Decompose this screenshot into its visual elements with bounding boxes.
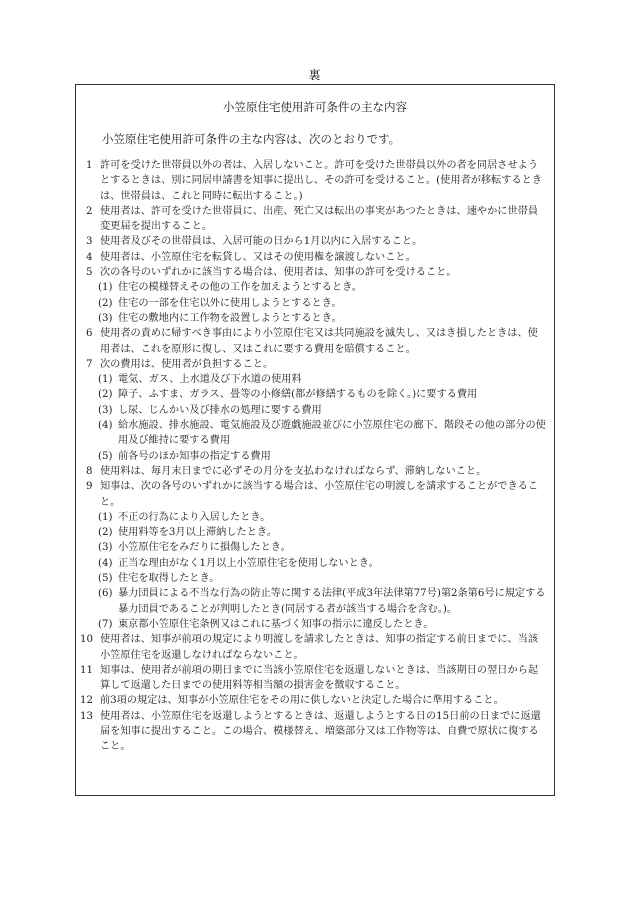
document-title: 小笠原住宅使用許可条件の主な内容 [223, 100, 407, 114]
condition-item: 9 知事は、次の各号のいずれかに該当する場合は、小笠原住宅の明渡しを請求することができること。 [86, 481, 539, 508]
condition-item: 8 使用料は、毎月末日までに必ずその月分を支払わなければならず、滞納しないこと。 [86, 465, 487, 477]
conditions-frame [75, 84, 555, 796]
condition-subitem: (3) 小笠原住宅をみだりに損傷したとき。 [98, 542, 291, 554]
condition-subitem: (7) 東京都小笠原住宅条例又はこれに基づく知事の指示に違反したとき。 [98, 618, 434, 630]
condition-subitem: (1) 不正の行為により入居したとき。 [98, 511, 271, 523]
condition-item: 12 前3項の規定は、知事が小笠原住宅をその用に供しないと決定した場合に準用すること。 [80, 695, 504, 707]
condition-subitem: (2) 使用料等を3月以上滞納したとき。 [98, 527, 277, 539]
condition-item: 5 次の各号のいずれかに該当する場合は、使用者は、知事の許可を受けること。 [86, 267, 457, 279]
condition-item: 4 使用者は、小笠原住宅を転貸し、又はその使用権を譲渡しないこと。 [86, 251, 416, 263]
condition-subitem: (6) 暴力団員による不当な行為の防止等に関する法律(平成3年法律第77号)第2条第6号に規定する暴力団員であることが判明したとき(同居する者が該当する場合を含む。)。 [98, 588, 546, 615]
condition-item: 1 許可を受けた世帯員以外の者は、入居しないこと。許可を受けた世帯員以外の者を同居させようとするときは、別に同居申請書を知事に提出し、その許可を受けること。(使用者が移転するときは、世帯員は、これと同時に転出すること。) [86, 160, 543, 202]
condition-item: 3 使用者及びその世帯員は、入居可能の日から1月以内に入居すること。 [86, 236, 423, 248]
condition-subitem: (3) し尿、じんかい及び排水の処理に要する費用 [98, 404, 322, 416]
condition-item: 7 次の費用は、使用者が負担すること。 [86, 358, 274, 370]
condition-subitem: (2) 障子、ふすま、ガラス、畳等の小修繕(都が修繕するものを除く。)に要する費用 [98, 389, 478, 401]
conditions-list [80, 158, 546, 755]
condition-subitem: (4) 正当な理由がなく1月以上小笠原住宅を使用しないとき。 [98, 557, 379, 569]
intro-text: 小笠原住宅使用許可条件の主な内容は、次のとおりです。 [102, 132, 401, 146]
condition-subitem: (3) 住宅の敷地内に工作物を設置しようとするとき。 [98, 312, 342, 324]
condition-subitem: (1) 電気、ガス、上水道及び下水道の使用料 [98, 374, 302, 386]
condition-subitem: (1) 住宅の模様替えその他の工作を加えようとするとき。 [98, 282, 363, 294]
condition-subitem: (5) 住宅を取得したとき。 [98, 573, 220, 585]
condition-subitem: (5) 前各号のほか知事の指定する費用 [98, 450, 271, 462]
condition-subitem: (2) 住宅の一部を住宅以外に使用しようとするとき。 [98, 297, 342, 309]
condition-item: 2 使用者は、許可を受けた世帯員に、出産、死亡又は転出の事実があつたときは、速やかに世帯員変更届を提出すること。 [86, 205, 539, 233]
condition-item: 6 使用者の責めに帰すべき事由により小笠原住宅又は共同施設を滅失し、又はき損したときは、使用者は、これを原形に復し、又はこれに要する費用を賠償すること。 [86, 328, 538, 355]
condition-item: 10 使用者は、知事が前項の規定により明渡しを請求したときは、知事の指定する前日までに、当該小笠原住宅を返還しなければならないこと。 [80, 634, 539, 661]
page-side-label: 裏 [308, 68, 322, 82]
condition-item: 11 知事は、使用者が前項の期日までに当該小笠原住宅を返還しないときは、当該期日の翌日から起算して返還した日までの使用料等相当額の損害金を徴収すること。 [80, 664, 539, 692]
condition-item: 13 使用者は、小笠原住宅を返還しようとするときは、返還しようとする日の15日前の日までに返還届を知事に提出すること。この場合、模様替え、増築部分又は工作物等は、自費で原状に復すること。 [80, 710, 541, 753]
condition-subitem: (4) 給水施設、排水施設、電気施設及び遊戯施設並びに小笠原住宅の廊下、階段その他の部分の使用及び維持に要する費用 [98, 420, 546, 447]
